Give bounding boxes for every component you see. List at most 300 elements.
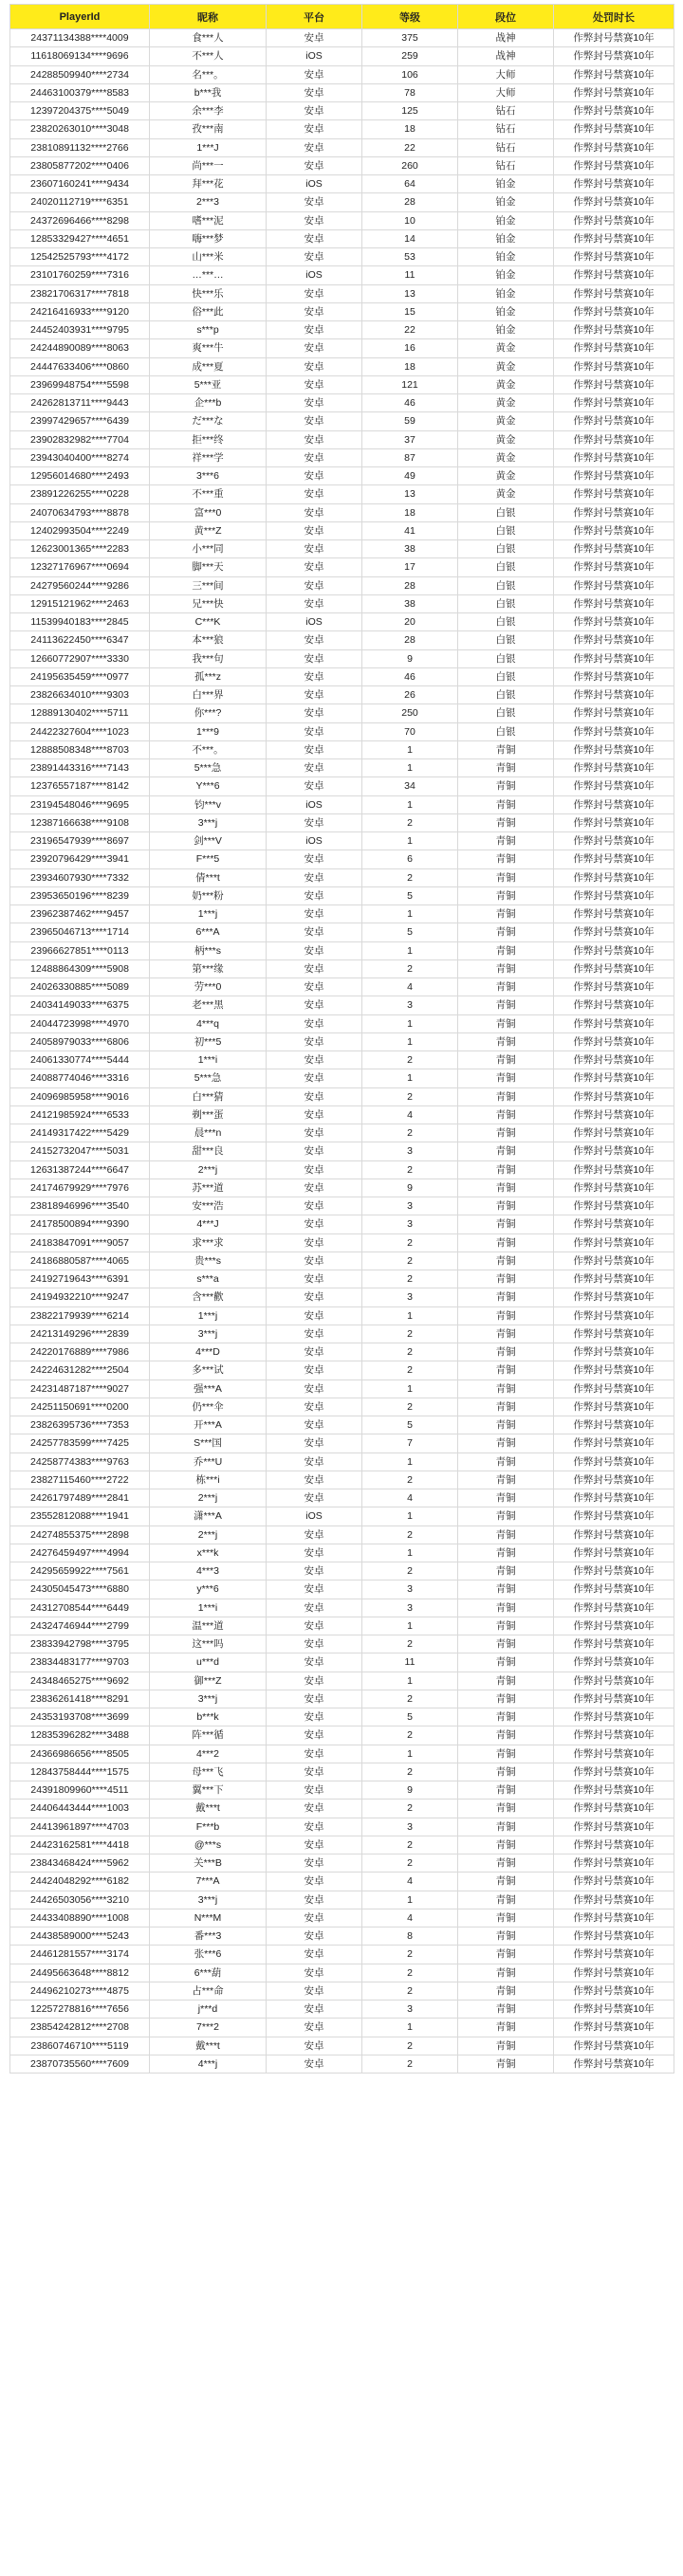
cell-level: 53 <box>362 248 458 266</box>
cell-platform: 安卓 <box>267 1562 362 1580</box>
cell-player-id: 24324746944****2799 <box>10 1617 150 1635</box>
cell-level: 18 <box>362 357 458 375</box>
cell-nickname: N***M <box>150 1909 267 1927</box>
table-row <box>10 248 674 266</box>
cell-player-id: 23920796429****3941 <box>10 850 150 868</box>
cell-penalty: 作弊封号禁赛10年 <box>554 248 674 266</box>
cell-player-id: 24495663648****8812 <box>10 1964 150 1982</box>
table-row <box>10 1507 674 1526</box>
cell-level: 2 <box>362 1964 458 1982</box>
cell-player-id: 12327176967****0694 <box>10 558 150 576</box>
table-row <box>10 1781 674 1800</box>
cell-level: 34 <box>362 777 458 795</box>
cell-platform: 安卓 <box>267 1690 362 1708</box>
table-row <box>10 1946 674 1964</box>
cell-player-id: 23826395736****7353 <box>10 1416 150 1434</box>
col-header-penalty: 处罚时长 <box>554 5 674 29</box>
cell-penalty: 作弊封号禁赛10年 <box>554 412 674 430</box>
cell-penalty: 作弊封号禁赛10年 <box>554 1105 674 1124</box>
cell-penalty: 作弊封号禁赛10年 <box>554 850 674 868</box>
cell-penalty: 作弊封号禁赛10年 <box>554 47 674 65</box>
cell-nickname: 阵***循 <box>150 1726 267 1745</box>
cell-nickname: 5***急 <box>150 759 267 777</box>
table-row <box>10 302 674 320</box>
table-row <box>10 941 674 959</box>
cell-rank: 铂金 <box>458 302 554 320</box>
cell-platform: 安卓 <box>267 467 362 485</box>
cell-nickname: 嗨***梦 <box>150 229 267 247</box>
cell-penalty: 作弊封号禁赛10年 <box>554 594 674 612</box>
cell-level: 2 <box>362 1726 458 1745</box>
cell-player-id: 24391809960****4511 <box>10 1781 150 1800</box>
cell-nickname: 白***界 <box>150 686 267 704</box>
cell-platform: 安卓 <box>267 503 362 521</box>
cell-rank: 青铜 <box>458 1964 554 1982</box>
cell-player-id: 12843758444****1575 <box>10 1763 150 1781</box>
col-header-player-id: PlayerId <box>10 5 150 29</box>
cell-level: 1 <box>362 832 458 850</box>
cell-penalty: 作弊封号禁赛10年 <box>554 102 674 120</box>
cell-level: 5 <box>362 1708 458 1726</box>
cell-platform: iOS <box>267 175 362 193</box>
cell-rank: 青铜 <box>458 1233 554 1251</box>
cell-level: 2 <box>362 1087 458 1105</box>
cell-rank: 白银 <box>458 594 554 612</box>
cell-rank: 青铜 <box>458 1617 554 1635</box>
cell-rank: 黄金 <box>458 467 554 485</box>
table-row <box>10 102 674 120</box>
table-row <box>10 357 674 375</box>
cell-penalty: 作弊封号禁赛10年 <box>554 65 674 83</box>
table-row <box>10 1343 674 1361</box>
cell-penalty: 作弊封号禁赛10年 <box>554 1434 674 1452</box>
cell-penalty: 作弊封号禁赛10年 <box>554 722 674 740</box>
cell-level: 17 <box>362 558 458 576</box>
table-row <box>10 211 674 229</box>
cell-rank: 钻石 <box>458 102 554 120</box>
cell-nickname: 俗***此 <box>150 302 267 320</box>
table-row <box>10 1544 674 1562</box>
cell-player-id: 23836261418****8291 <box>10 1690 150 1708</box>
cell-platform: 安卓 <box>267 1854 362 1873</box>
cell-penalty: 作弊封号禁赛10年 <box>554 1507 674 1526</box>
cell-level: 41 <box>362 521 458 539</box>
cell-level: 2 <box>362 1051 458 1069</box>
cell-penalty: 作弊封号禁赛10年 <box>554 430 674 448</box>
cell-rank: 青铜 <box>458 1489 554 1507</box>
cell-level: 4 <box>362 1489 458 1507</box>
cell-penalty: 作弊封号禁赛10年 <box>554 1178 674 1197</box>
cell-platform: 安卓 <box>267 1434 362 1452</box>
cell-level: 4 <box>362 1909 458 1927</box>
table-row <box>10 2001 674 2019</box>
cell-penalty: 作弊封号禁赛10年 <box>554 978 674 996</box>
cell-nickname: 栋***i <box>150 1471 267 1489</box>
table-row <box>10 1306 674 1325</box>
cell-penalty: 作弊封号禁赛10年 <box>554 777 674 795</box>
cell-penalty: 作弊封号禁赛10年 <box>554 467 674 485</box>
cell-platform: 安卓 <box>267 339 362 357</box>
cell-rank: 青铜 <box>458 850 554 868</box>
cell-nickname: 脚***天 <box>150 558 267 576</box>
cell-player-id: 12257278816****7656 <box>10 2001 150 2019</box>
cell-platform: 安卓 <box>267 667 362 685</box>
cell-player-id: 11539940183****2845 <box>10 613 150 631</box>
cell-platform: 安卓 <box>267 412 362 430</box>
cell-player-id: 24461281557****3174 <box>10 1946 150 1964</box>
cell-level: 22 <box>362 138 458 156</box>
cell-player-id: 24195635459****0977 <box>10 667 150 685</box>
cell-penalty: 作弊封号禁赛10年 <box>554 448 674 466</box>
cell-platform: 安卓 <box>267 740 362 758</box>
cell-level: 38 <box>362 540 458 558</box>
cell-rank: 青铜 <box>458 1343 554 1361</box>
cell-rank: 青铜 <box>458 886 554 904</box>
cell-penalty: 作弊封号禁赛10年 <box>554 321 674 339</box>
cell-nickname: 祥***学 <box>150 448 267 466</box>
cell-nickname: 6***A <box>150 923 267 941</box>
table-row <box>10 923 674 941</box>
table-row <box>10 394 674 412</box>
cell-player-id: 24231487187****9027 <box>10 1379 150 1398</box>
cell-nickname: 这***吗 <box>150 1635 267 1653</box>
table-row <box>10 1325 674 1343</box>
cell-nickname: 你***? <box>150 704 267 722</box>
cell-player-id: 24174679929****7976 <box>10 1178 150 1197</box>
cell-nickname: 仍***伞 <box>150 1398 267 1416</box>
cell-level: 2 <box>362 1800 458 1818</box>
cell-level: 250 <box>362 704 458 722</box>
cell-player-id: 23833942798****3795 <box>10 1635 150 1653</box>
table-row <box>10 521 674 539</box>
cell-rank: 青铜 <box>458 1361 554 1379</box>
table-row <box>10 777 674 795</box>
cell-level: 1 <box>362 1032 458 1050</box>
cell-penalty: 作弊封号禁赛10年 <box>554 302 674 320</box>
cell-platform: 安卓 <box>267 1471 362 1489</box>
cell-rank: 青铜 <box>458 959 554 977</box>
cell-player-id: 24305045473****6880 <box>10 1580 150 1599</box>
cell-player-id: 12853329427****4651 <box>10 229 150 247</box>
cell-rank: 铂金 <box>458 248 554 266</box>
table-row <box>10 266 674 284</box>
cell-nickname: 强***A <box>150 1379 267 1398</box>
cell-level: 2 <box>362 1635 458 1653</box>
cell-nickname: だ***な <box>150 412 267 430</box>
cell-nickname: y***6 <box>150 1580 267 1599</box>
cell-penalty: 作弊封号禁赛10年 <box>554 1306 674 1325</box>
cell-penalty: 作弊封号禁赛10年 <box>554 120 674 138</box>
cell-platform: 安卓 <box>267 1288 362 1306</box>
cell-penalty: 作弊封号禁赛10年 <box>554 1343 674 1361</box>
cell-penalty: 作弊封号禁赛10年 <box>554 759 674 777</box>
cell-platform: 安卓 <box>267 1105 362 1124</box>
cell-rank: 白银 <box>458 631 554 649</box>
table-row <box>10 83 674 101</box>
cell-player-id: 24452403931****9795 <box>10 321 150 339</box>
table-row <box>10 832 674 850</box>
cell-rank: 青铜 <box>458 1562 554 1580</box>
cell-rank: 青铜 <box>458 1836 554 1854</box>
cell-player-id: 12915121962****2463 <box>10 594 150 612</box>
cell-player-id: 24192719643****6391 <box>10 1270 150 1288</box>
table-row <box>10 868 674 886</box>
cell-player-id: 24149317422****5429 <box>10 1124 150 1142</box>
table-row <box>10 649 674 667</box>
cell-rank: 青铜 <box>458 1178 554 1197</box>
cell-nickname: 拜***花 <box>150 175 267 193</box>
cell-penalty: 作弊封号禁赛10年 <box>554 1982 674 2000</box>
cell-rank: 铂金 <box>458 321 554 339</box>
cell-rank: 青铜 <box>458 1251 554 1270</box>
cell-level: 106 <box>362 65 458 83</box>
cell-rank: 铂金 <box>458 211 554 229</box>
cell-penalty: 作弊封号禁赛10年 <box>554 1489 674 1507</box>
cell-player-id: 23834483177****9703 <box>10 1653 150 1672</box>
cell-rank: 青铜 <box>458 1653 554 1672</box>
cell-nickname: 尚***一 <box>150 156 267 174</box>
cell-player-id: 24186880587****4065 <box>10 1251 150 1270</box>
cell-level: 11 <box>362 1653 458 1672</box>
cell-player-id: 24413961897****4703 <box>10 1818 150 1836</box>
cell-penalty: 作弊封号禁赛10年 <box>554 1270 674 1288</box>
cell-rank: 青铜 <box>458 996 554 1014</box>
cell-rank: 青铜 <box>458 923 554 941</box>
table-row <box>10 138 674 156</box>
cell-rank: 青铜 <box>458 905 554 923</box>
cell-rank: 青铜 <box>458 1032 554 1050</box>
cell-level: 1 <box>362 1452 458 1471</box>
table-row <box>10 740 674 758</box>
cell-nickname: …***… <box>150 266 267 284</box>
cell-nickname: 本***狼 <box>150 631 267 649</box>
table-row <box>10 1288 674 1306</box>
cell-level: 2 <box>362 1471 458 1489</box>
cell-penalty: 作弊封号禁赛10年 <box>554 1069 674 1087</box>
cell-player-id: 24423162581****4418 <box>10 1836 150 1854</box>
cell-platform: 安卓 <box>267 211 362 229</box>
cell-player-id: 24295659922****7561 <box>10 1562 150 1580</box>
table-row <box>10 1873 674 1891</box>
table-row <box>10 1233 674 1251</box>
cell-level: 1 <box>362 1507 458 1526</box>
cell-level: 70 <box>362 722 458 740</box>
cell-penalty: 作弊封号禁赛10年 <box>554 156 674 174</box>
cell-platform: 安卓 <box>267 83 362 101</box>
cell-player-id: 12835396282****3488 <box>10 1726 150 1745</box>
cell-nickname: 黄***Z <box>150 521 267 539</box>
cell-nickname: 2***3 <box>150 193 267 211</box>
cell-level: 10 <box>362 211 458 229</box>
cell-level: 4 <box>362 1873 458 1891</box>
cell-platform: 安卓 <box>267 941 362 959</box>
cell-nickname: b***k <box>150 1708 267 1726</box>
cell-level: 2 <box>362 868 458 886</box>
cell-player-id: 23101760259****7316 <box>10 266 150 284</box>
cell-player-id: 12376557187****8142 <box>10 777 150 795</box>
cell-level: 9 <box>362 649 458 667</box>
cell-level: 2 <box>362 1763 458 1781</box>
cell-nickname: @***s <box>150 1836 267 1854</box>
cell-penalty: 作弊封号禁赛10年 <box>554 1873 674 1891</box>
cell-nickname: 剑***V <box>150 832 267 850</box>
cell-rank: 铂金 <box>458 193 554 211</box>
cell-platform: 安卓 <box>267 704 362 722</box>
cell-nickname: 柄***s <box>150 941 267 959</box>
cell-rank: 青铜 <box>458 2019 554 2037</box>
table-body <box>10 29 674 2074</box>
cell-nickname: 潇***A <box>150 1507 267 1526</box>
cell-player-id: 24279560244****9286 <box>10 576 150 594</box>
cell-penalty: 作弊封号禁赛10年 <box>554 229 674 247</box>
cell-level: 18 <box>362 120 458 138</box>
cell-rank: 青铜 <box>458 1051 554 1069</box>
cell-level: 28 <box>362 576 458 594</box>
cell-level: 46 <box>362 667 458 685</box>
cell-platform: 安卓 <box>267 1946 362 1964</box>
cell-player-id: 24258774383****9763 <box>10 1452 150 1471</box>
cell-platform: 安卓 <box>267 521 362 539</box>
cell-level: 3 <box>362 1197 458 1215</box>
header-row <box>10 5 674 29</box>
cell-platform: 安卓 <box>267 1325 362 1343</box>
cell-player-id: 24224631282****2504 <box>10 1361 150 1379</box>
cell-nickname: 我***句 <box>150 649 267 667</box>
cell-nickname: 嗜***泥 <box>150 211 267 229</box>
cell-penalty: 作弊封号禁赛10年 <box>554 266 674 284</box>
cell-player-id: 23860746710****5119 <box>10 2037 150 2055</box>
table-row <box>10 704 674 722</box>
cell-nickname: 山***米 <box>150 248 267 266</box>
cell-level: 3 <box>362 1599 458 1617</box>
cell-player-id: 23818946996****3540 <box>10 1197 150 1215</box>
cell-nickname: 5***亚 <box>150 375 267 393</box>
cell-penalty: 作弊封号禁赛10年 <box>554 1233 674 1251</box>
cell-platform: 安卓 <box>267 722 362 740</box>
cell-rank: 黄金 <box>458 448 554 466</box>
cell-player-id: 23943040400****8274 <box>10 448 150 466</box>
cell-level: 125 <box>362 102 458 120</box>
cell-platform: 安卓 <box>267 1909 362 1927</box>
cell-platform: 安卓 <box>267 576 362 594</box>
cell-level: 2 <box>362 813 458 831</box>
cell-player-id: 23827115460****2722 <box>10 1471 150 1489</box>
cell-nickname: 御***Z <box>150 1672 267 1690</box>
cell-level: 2 <box>362 1343 458 1361</box>
cell-rank: 铂金 <box>458 229 554 247</box>
cell-nickname: 钧***v <box>150 795 267 813</box>
table-row <box>10 1909 674 1927</box>
cell-rank: 青铜 <box>458 1398 554 1416</box>
cell-penalty: 作弊封号禁赛10年 <box>554 1909 674 1927</box>
cell-player-id: 24244890089****8063 <box>10 339 150 357</box>
table-row <box>10 1617 674 1635</box>
cell-level: 59 <box>362 412 458 430</box>
cell-penalty: 作弊封号禁赛10年 <box>554 1726 674 1745</box>
cell-nickname: 含***歡 <box>150 1288 267 1306</box>
cell-rank: 青铜 <box>458 1142 554 1160</box>
cell-level: 2 <box>362 2037 458 2055</box>
cell-rank: 青铜 <box>458 2001 554 2019</box>
cell-rank: 白银 <box>458 503 554 521</box>
table-row <box>10 722 674 740</box>
cell-rank: 青铜 <box>458 1946 554 1964</box>
cell-nickname: 乔***U <box>150 1452 267 1471</box>
cell-level: 2 <box>362 1270 458 1288</box>
table-row <box>10 631 674 649</box>
cell-player-id: 23196547939****8697 <box>10 832 150 850</box>
table-row <box>10 1160 674 1178</box>
cell-platform: iOS <box>267 795 362 813</box>
cell-nickname: 孜***南 <box>150 120 267 138</box>
cell-player-id: 23854242812****2708 <box>10 2019 150 2037</box>
cell-nickname: 小***同 <box>150 540 267 558</box>
table-row <box>10 321 674 339</box>
cell-rank: 白银 <box>458 667 554 685</box>
cell-penalty: 作弊封号禁赛10年 <box>554 485 674 503</box>
table-row <box>10 1708 674 1726</box>
cell-nickname: 初***5 <box>150 1032 267 1050</box>
cell-level: 1 <box>362 1745 458 1763</box>
table-row <box>10 1927 674 1946</box>
cell-platform: 安卓 <box>267 2055 362 2073</box>
table-row <box>10 1526 674 1544</box>
cell-player-id: 23953650196****8239 <box>10 886 150 904</box>
cell-level: 260 <box>362 156 458 174</box>
table-row <box>10 1398 674 1416</box>
cell-platform: 安卓 <box>267 1087 362 1105</box>
cell-penalty: 作弊封号禁赛10年 <box>554 1836 674 1854</box>
cell-level: 2 <box>362 1233 458 1251</box>
cell-platform: 安卓 <box>267 29 362 47</box>
table-row <box>10 594 674 612</box>
table-row <box>10 1014 674 1032</box>
cell-penalty: 作弊封号禁赛10年 <box>554 941 674 959</box>
cell-platform: 安卓 <box>267 1398 362 1416</box>
cell-rank: 青铜 <box>458 1818 554 1836</box>
cell-penalty: 作弊封号禁赛10年 <box>554 2001 674 2019</box>
cell-level: 49 <box>362 467 458 485</box>
cell-penalty: 作弊封号禁赛10年 <box>554 868 674 886</box>
cell-nickname: S***国 <box>150 1434 267 1452</box>
table-row <box>10 1215 674 1233</box>
cell-level: 28 <box>362 631 458 649</box>
cell-rank: 青铜 <box>458 1416 554 1434</box>
table-row <box>10 1891 674 1909</box>
cell-penalty: 作弊封号禁赛10年 <box>554 2019 674 2037</box>
cell-platform: iOS <box>267 266 362 284</box>
cell-player-id: 23997429657****6439 <box>10 412 150 430</box>
cell-level: 1 <box>362 2019 458 2037</box>
cell-player-id: 24058979033****6806 <box>10 1032 150 1050</box>
cell-penalty: 作弊封号禁赛10年 <box>554 1361 674 1379</box>
cell-platform: 安卓 <box>267 1873 362 1891</box>
cell-penalty: 作弊封号禁赛10年 <box>554 704 674 722</box>
cell-rank: 白银 <box>458 722 554 740</box>
cell-level: 2 <box>362 1124 458 1142</box>
table-row <box>10 1270 674 1288</box>
cell-level: 3 <box>362 1215 458 1233</box>
cell-rank: 白银 <box>458 649 554 667</box>
cell-platform: 安卓 <box>267 102 362 120</box>
cell-platform: 安卓 <box>267 1763 362 1781</box>
table-row <box>10 1032 674 1050</box>
cell-penalty: 作弊封号禁赛10年 <box>554 1197 674 1215</box>
cell-nickname: 1***j <box>150 905 267 923</box>
cell-platform: 安卓 <box>267 357 362 375</box>
table-row <box>10 1763 674 1781</box>
cell-nickname: 快***乐 <box>150 284 267 302</box>
